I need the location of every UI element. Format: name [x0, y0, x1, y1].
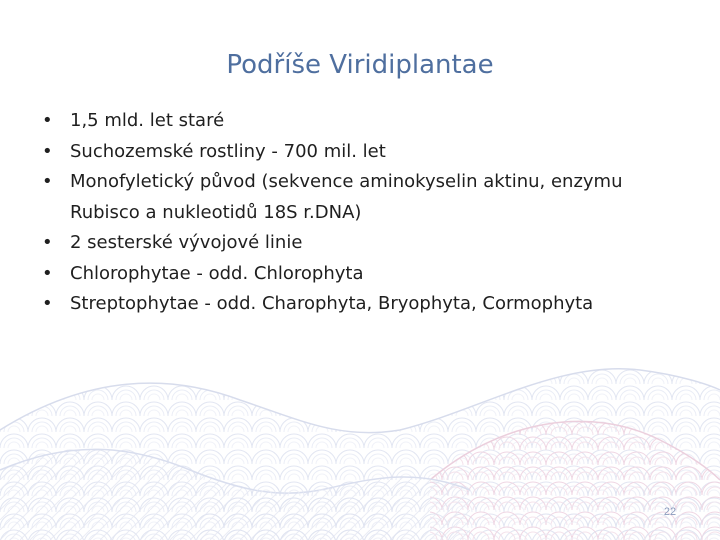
bullet-item — [40, 167, 700, 228]
bullet-dot: • — [42, 110, 53, 131]
bullet-list — [40, 106, 700, 320]
bullet-item — [40, 106, 700, 137]
bullet-text: Monofyletický původ (sekvence aminokyselin aktinu, enzymu — [70, 171, 623, 192]
bullet-text: Streptophytae - odd. Charophyta, Bryophyta, Cormophyta — [70, 293, 594, 314]
bullet-item — [40, 228, 700, 259]
slide-title: Podříše Viridiplantae — [226, 50, 494, 80]
bullet-dot: • — [42, 140, 53, 162]
bullet-item — [40, 259, 700, 290]
bullet-text: 2 sesterské vývojové linie — [70, 232, 303, 253]
bullet-dot: • — [42, 293, 53, 314]
bullet-item — [40, 289, 700, 320]
bullet-text: Chlorophytae - odd. Chlorophyta — [70, 262, 364, 284]
bullet-item — [40, 137, 700, 168]
bullet-dot: • — [42, 262, 53, 284]
bullet-text-continuation: Rubisco a nukleotidů 18S r.DNA) — [70, 201, 362, 223]
bullet-dot: • — [42, 171, 53, 192]
bullet-text: 1,5 mld. let staré — [70, 110, 225, 131]
bullet-text: Suchozemské rostliny - 700 mil. let — [70, 140, 386, 162]
page-number: 22 — [663, 506, 677, 518]
bullet-dot: • — [42, 232, 53, 253]
